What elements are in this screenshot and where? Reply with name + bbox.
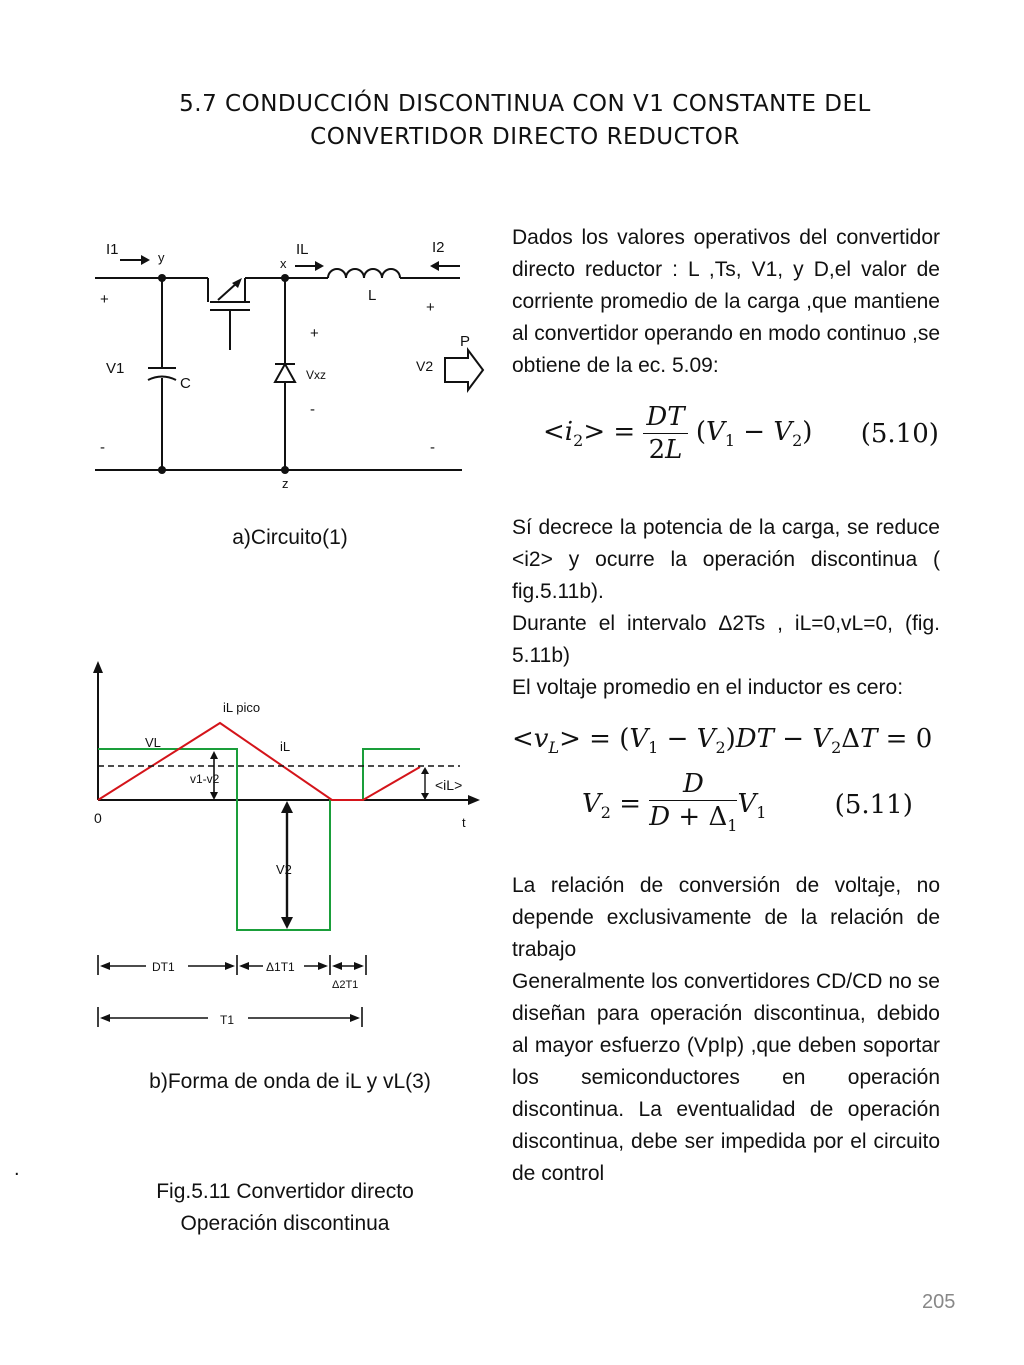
label-inductor: L — [368, 287, 377, 304]
stray-mark: . — [14, 1158, 20, 1180]
label-x: x — [280, 256, 287, 271]
label-plus-mid: + — [310, 325, 319, 342]
vl-waveform — [98, 749, 420, 930]
paragraph-6: Generalmente los convertidores CD/CD no se diseñan para operación discontinua, debido al mayor esfuerzo (VpIp) ,que deben soportar los semiconductores en operación discontinua. La eventualidad de operación discontinua, debe ser impedida por el circuito de control — [512, 970, 940, 1185]
label-d1t1: Δ1T1 — [266, 960, 295, 974]
equation-5-10-number: 5.10 — [870, 418, 929, 449]
waveform-diagram — [80, 655, 500, 1035]
label-i2: I2 — [432, 239, 445, 256]
equation-5-10: $<i_2>$ = $\frac{DT}{2L}$ $(V_1 - V_2)$ (5.10) — [543, 402, 939, 465]
label-v1-v2: v1-v2 — [190, 772, 220, 786]
label-minus-mid: - — [310, 401, 315, 418]
label-il-wave: iL — [280, 739, 291, 754]
label-c: C — [180, 375, 191, 392]
node-z — [281, 466, 289, 474]
label-minus-right: - — [430, 439, 435, 456]
label-il-pico: iL pico — [223, 700, 261, 715]
label-i1: I1 — [106, 241, 119, 258]
label-time-axis: t — [462, 815, 466, 830]
title-line-2: CONVERTIDOR DIRECTO REDUCTOR — [310, 124, 740, 150]
label-t1: T1 — [220, 1013, 235, 1027]
figure-caption-line-1: Fig.5.11 Convertidor directo — [156, 1180, 414, 1203]
paragraph-3: Durante el intervalo Δ2Ts , iL=0,vL=0, (fig. 5.11b) — [512, 612, 940, 667]
label-z: z — [282, 476, 289, 491]
label-v2-wave: V2 — [276, 862, 292, 877]
paragraph-1: Dados los valores operativos del convertidor directo reductor : L ,Ts, V1, y D,el valor de corriente promedio de la carga ,que mantiene al convertidor operando en modo continuo ,se obtiene de la ec. 5.09: — [512, 226, 940, 377]
label-y: y — [158, 250, 165, 265]
label-origin: 0 — [94, 810, 102, 826]
label-il-avg: <iL> — [435, 777, 463, 793]
paragraph-4: El voltaje promedio en el inductor es cero: — [512, 676, 904, 699]
waveform-caption: b)Forma de onda de iL y vL(3) — [149, 1070, 431, 1093]
label-v2: V2 — [416, 358, 434, 374]
label-dt1: DT1 — [152, 960, 175, 974]
equation-5-11: $V_2$ = $\frac{D}{D + \Delta_1}$ $V_1$ (5.11) — [582, 769, 913, 836]
label-il: IL — [296, 241, 309, 258]
circuit-diagram — [90, 230, 500, 500]
label-vxz: Vxz — [306, 368, 327, 382]
circuit-caption: a)Circuito(1) — [232, 526, 348, 549]
node-x — [281, 274, 289, 282]
label-minus-left: - — [100, 439, 105, 456]
label-d2t1: Δ2T1 — [332, 979, 359, 991]
label-v1: V1 — [106, 360, 125, 377]
paragraph-2: Sí decrece la potencia de la carga, se reduce <i2> y ocurre la operación discontinua ( fig.5.11b). — [512, 516, 940, 603]
paragraph-5: La relación de conversión de voltaje, no depende exclusivamente de la relación de trabajo — [512, 874, 940, 961]
title-line-1: 5.7 CONDUCCIÓN DISCONTINUA CON V1 CONSTANTE DEL — [179, 91, 871, 117]
page-number: 205 — [922, 1291, 956, 1313]
label-vl: VL — [145, 735, 161, 750]
label-p: P — [460, 333, 471, 350]
equation-5-11-number: 5.11 — [844, 790, 903, 821]
diode-symbol — [275, 364, 295, 382]
figure-caption — [100, 1176, 470, 1240]
label-plus-left: + — [100, 291, 109, 308]
equation-vl-average: $<v_L> = (V_1 - V_2)DT - V_2\Delta T = 0$ — [512, 724, 933, 758]
node-y — [158, 274, 166, 282]
page-title — [60, 88, 990, 154]
label-plus-right: + — [426, 299, 435, 316]
figure-caption-line-2: Operación discontinua — [180, 1212, 390, 1235]
